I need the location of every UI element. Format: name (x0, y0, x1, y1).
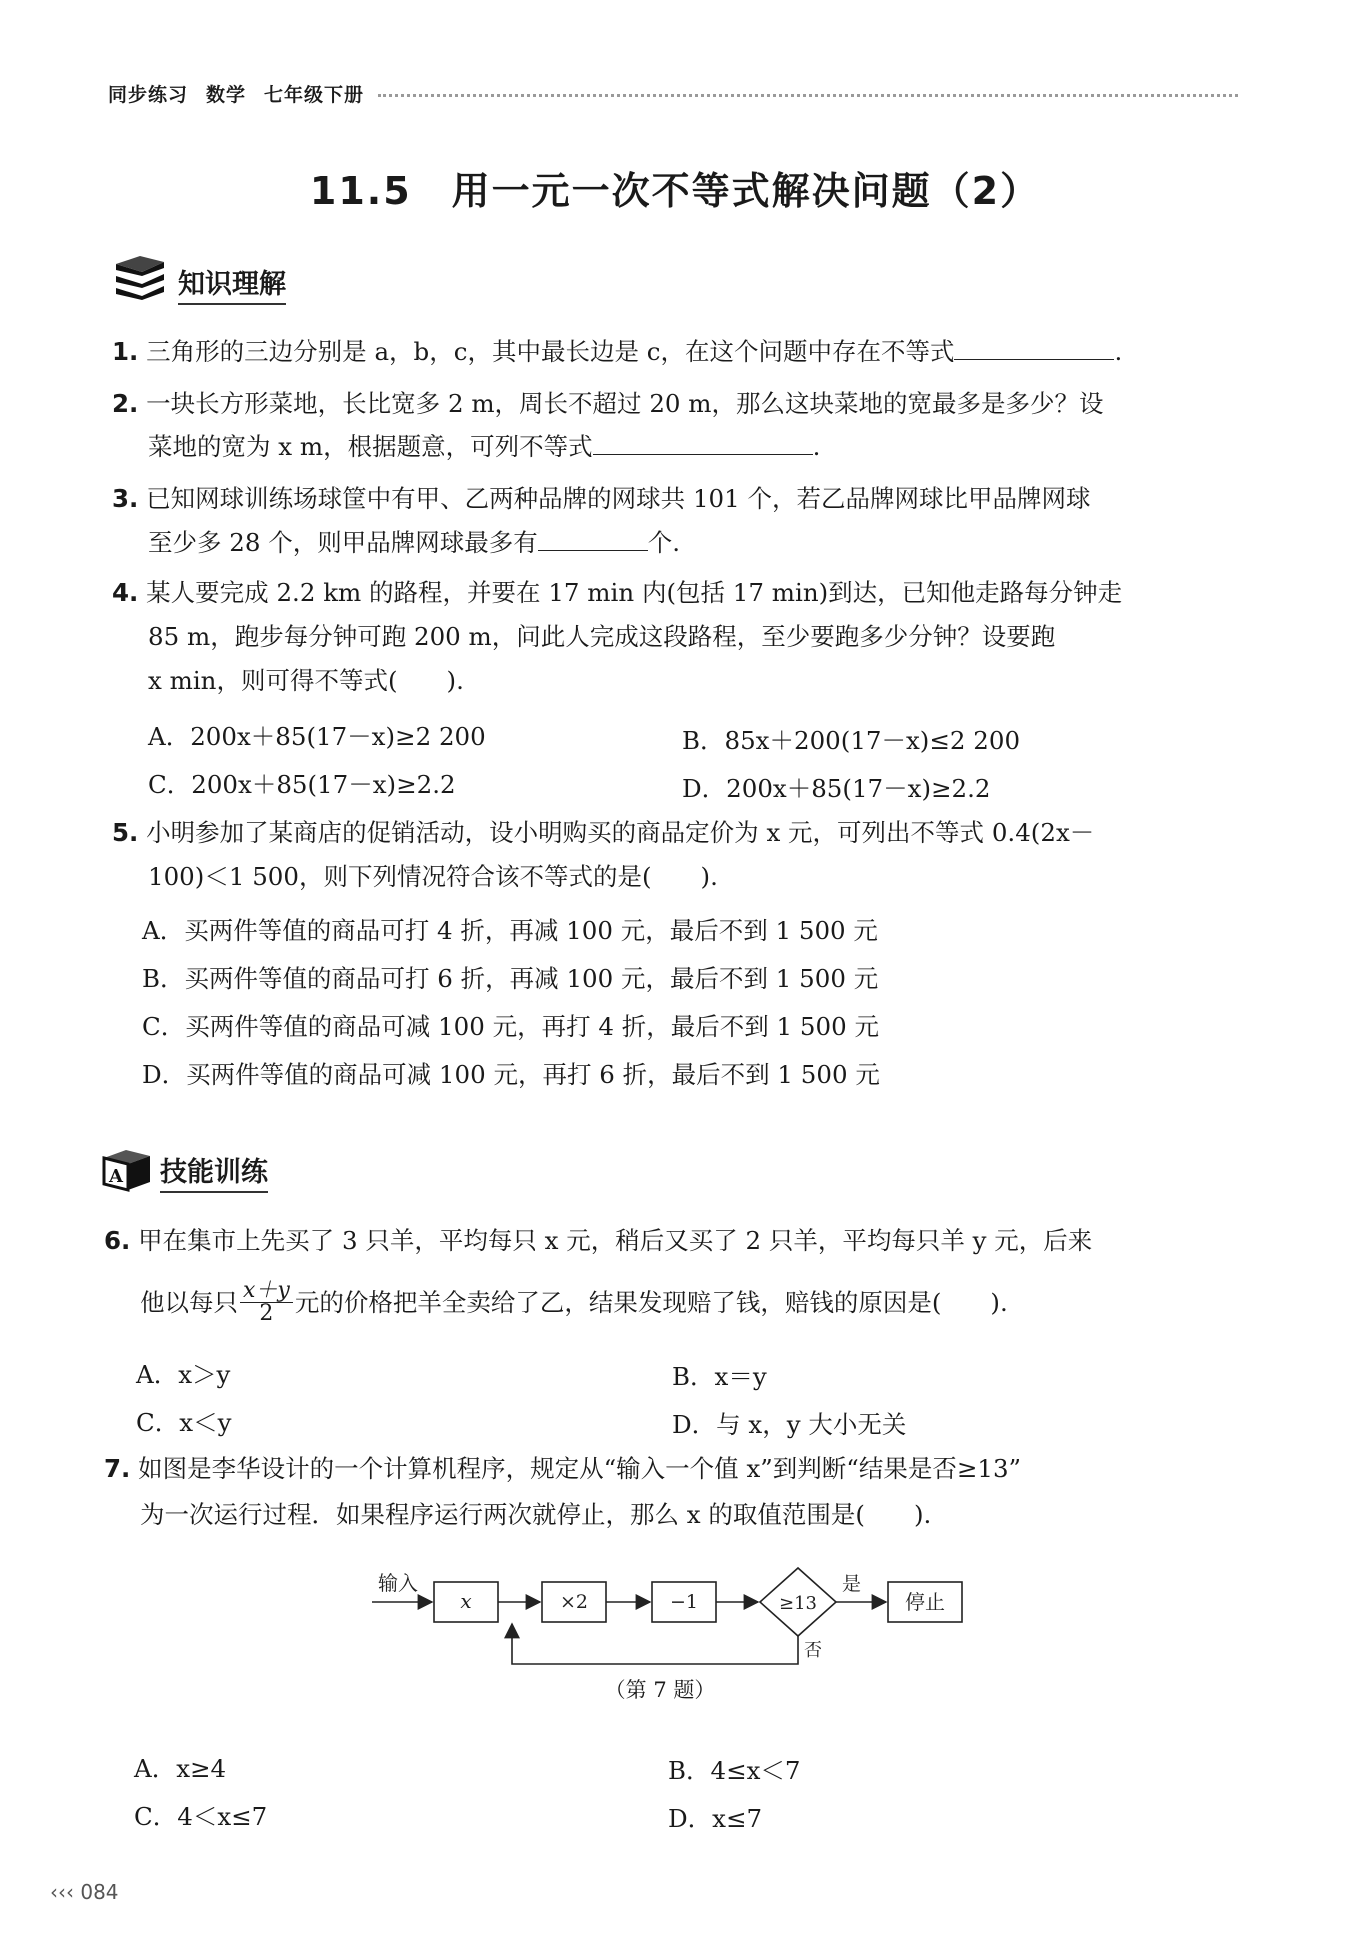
question-7-line2: 为一次运行过程．如果程序运行两次就停止，那么 x 的取值范围是( ). (140, 1500, 932, 1529)
flow-yes-label: 是 (842, 1573, 862, 1595)
question-7: 7. 如图是李华设计的一个计算机程序，规定从“输入一个值 x”到判断“结果是否≥13” (104, 1454, 1022, 1483)
q5-option-a[interactable]: A．买两件等值的商品可打 4 折，再减 100 元，最后不到 1 500 元 (142, 916, 878, 945)
q4-option-b[interactable]: B．85x＋200(17－x)≤2 200 (682, 726, 1021, 755)
flow-no-label: 否 (804, 1640, 822, 1661)
q5-option-c[interactable]: C．买两件等值的商品可减 100 元，再打 4 折，最后不到 1 500 元 (142, 1012, 879, 1041)
question-4-line2: 85 m，跑步每分钟可跑 200 m，问此人完成这段路程，至少要跑多少分钟？设要跑 (148, 622, 1056, 651)
fraction-x-plus-y-over-2: $\frac{x+y}{2}$ (240, 1280, 293, 1325)
section-title-knowledge: 知识理解 (178, 262, 286, 301)
q6-option-b[interactable]: B．x＝y (672, 1362, 767, 1391)
question-5: 5. 小明参加了某商店的促销活动，设小明购买的商品定价为 x 元，可列出不等式 0.4(2x－ (112, 818, 1095, 847)
page-number: ‹‹‹ 084 (50, 1880, 119, 1904)
header-book: 同步练习 (108, 84, 189, 106)
svg-text:A: A (109, 1166, 123, 1187)
header-rule (378, 94, 1238, 97)
q7-option-c[interactable]: C．4＜x≤7 (134, 1802, 268, 1831)
q6-option-d[interactable]: D．与 x，y 大小无关 (672, 1410, 907, 1439)
page-title: 11.5 用一元一次不等式解决问题（2） (309, 169, 1041, 213)
svg-text:−1: −1 (669, 1591, 699, 1613)
q6-option-a[interactable]: A．x＞y (136, 1360, 231, 1389)
question-5-line2: 100)＜1 500，则下列情况符合该不等式的是( ). (148, 862, 718, 891)
answer-blank[interactable] (593, 432, 813, 455)
header-subject: 数学 (206, 84, 247, 106)
answer-blank[interactable] (538, 528, 648, 551)
figure-caption: （第 7 题） (604, 1678, 716, 1702)
q6-option-c[interactable]: C．x＜y (136, 1408, 232, 1437)
q7-option-b[interactable]: B．4≤x＜7 (668, 1756, 801, 1785)
question-3: 3. 已知网球训练场球筐中有甲、乙两种品牌的网球共 101 个，若乙品牌网球比甲品牌网球 (112, 484, 1091, 513)
answer-blank[interactable] (954, 337, 1114, 360)
question-3-line2: 至少多 28 个，则甲品牌网球最多有 个. (148, 528, 681, 557)
page-marker-icon: ‹‹‹ (50, 1880, 74, 1904)
q7-option-d[interactable]: D．x≤7 (668, 1804, 763, 1833)
svg-text:≥13: ≥13 (779, 1593, 817, 1614)
header-grade: 七年级下册 (264, 84, 365, 106)
skill-cube-icon (100, 1144, 154, 1196)
section-title-skills: 技能训练 (160, 1150, 268, 1189)
books-icon (112, 254, 168, 304)
question-2-line2: 菜地的宽为 x m，根据题意，可列不等式 . (148, 432, 821, 461)
svg-text:停止: 停止 (905, 1590, 945, 1614)
q5-option-d[interactable]: D．买两件等值的商品可减 100 元，再打 6 折，最后不到 1 500 元 (142, 1060, 880, 1089)
question-1: 1. 三角形的三边分别是 a，b，c，其中最长边是 c，在这个问题中存在不等式 . (112, 337, 1123, 366)
q5-option-b[interactable]: B．买两件等值的商品可打 6 折，再减 100 元，最后不到 1 500 元 (142, 964, 879, 993)
q4-option-d[interactable]: D．200x＋85(17－x)≥2.2 (682, 774, 991, 803)
svg-text:x: x (460, 1589, 472, 1613)
flow-input-label: 输入 (378, 1571, 418, 1595)
question-6: 6. 甲在集市上先买了 3 只羊，平均每只 x 元，稍后又买了 2 只羊，平均每只羊 y 元，后来 (104, 1226, 1093, 1255)
question-2: 2. 一块长方形菜地，长比宽多 2 m，周长不超过 20 m，那么这块菜地的宽最多是多少？设 (112, 389, 1104, 418)
q4-option-c[interactable]: C．200x＋85(17－x)≥2.2 (148, 770, 456, 799)
question-4: 4. 某人要完成 2.2 km 的路程，并要在 17 min 内(包括 17 min)到达，已知他走路每分钟走 (112, 578, 1123, 607)
q4-option-a[interactable]: A．200x＋85(17－x)≥2 200 (148, 722, 486, 751)
question-4-line3: x min，则可得不等式( ). (148, 666, 464, 695)
q7-option-a[interactable]: A．x≥4 (134, 1754, 227, 1783)
question-6-line2: 他以每只 $\frac{x+y}{2}$ 元的价格把羊全卖给了乙，结果发现赔了钱，赔钱的原因是( ). (140, 1278, 1008, 1326)
svg-text:×2: ×2 (559, 1591, 589, 1613)
running-header (108, 80, 382, 107)
